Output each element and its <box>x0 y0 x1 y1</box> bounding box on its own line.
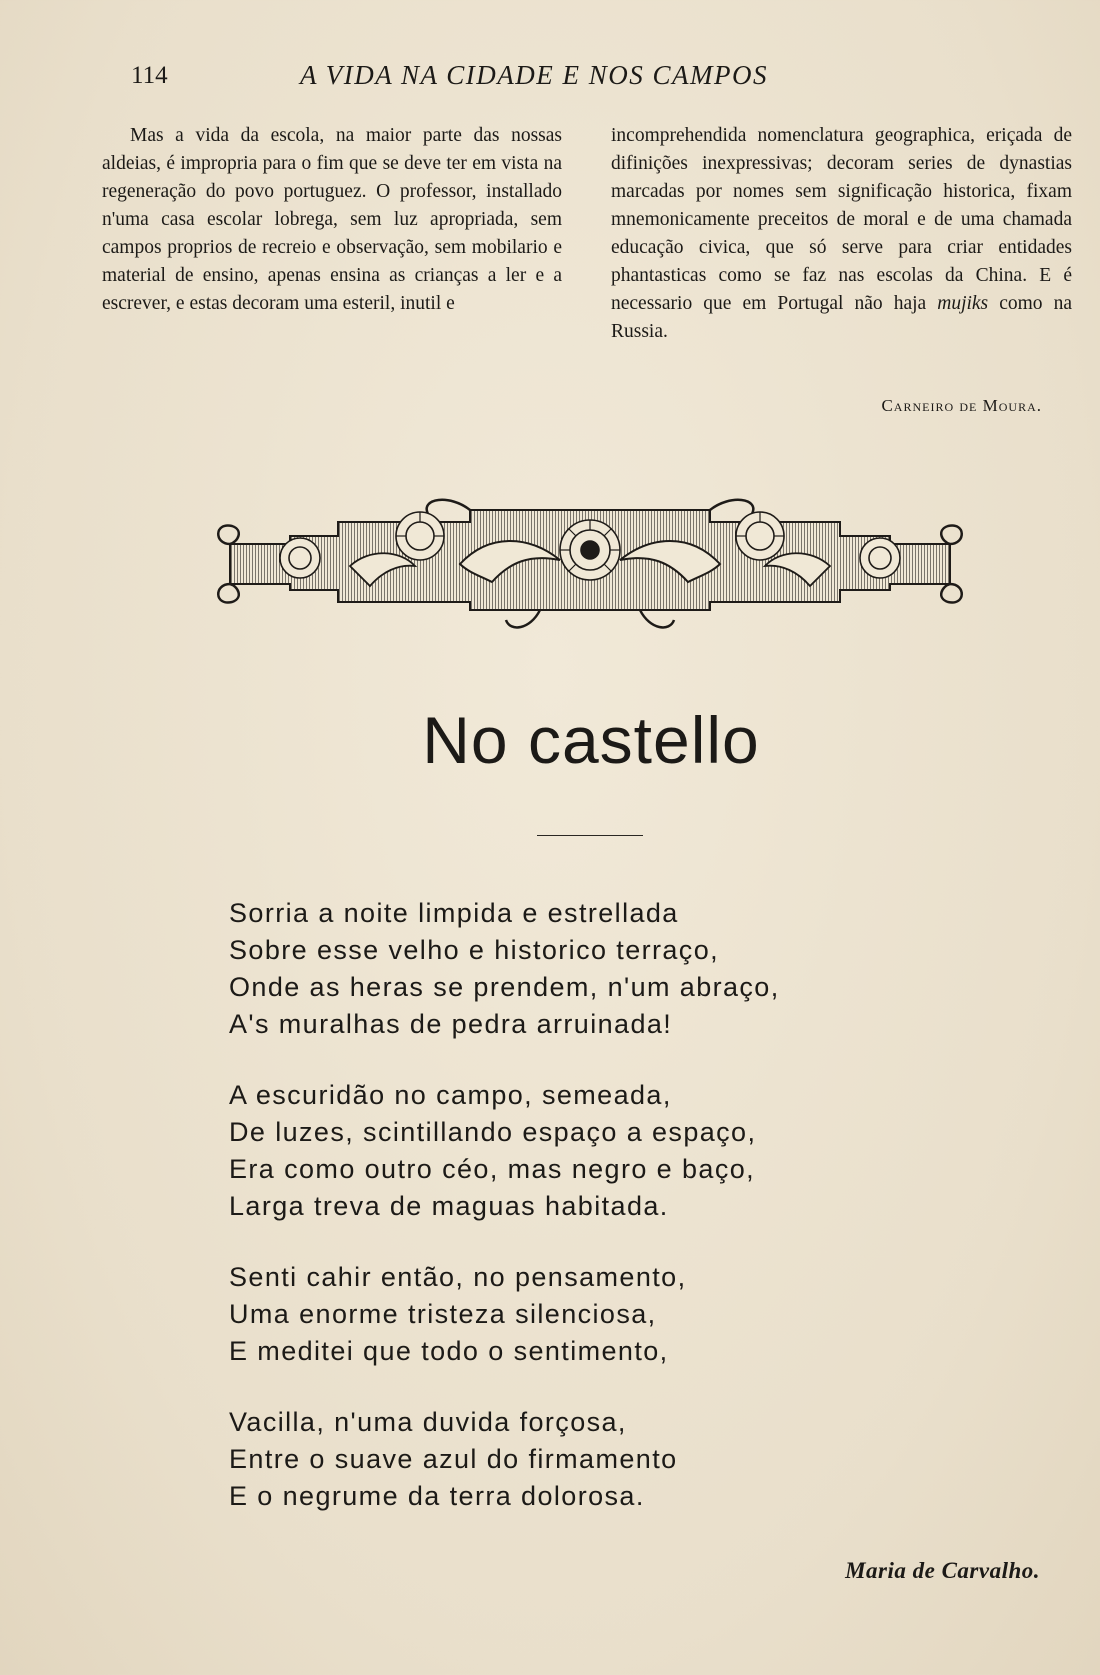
poem-line: Era como outro céo, mas negro e baço, <box>229 1154 756 1184</box>
title-rule-divider <box>537 835 643 836</box>
poem-line: Sorria a noite limpida e estrellada <box>229 898 679 928</box>
poem-author: Maria de Carvalho. <box>845 1558 1040 1583</box>
prose-paragraph-left: Mas a vida da escola, na maior parte das nossas aldeias, é impropria para o fim que se deve ter em vista na regeneração do povo portuguez. O professor, installado n'uma casa escolar lobrega, sem luz apropriada, sem campos proprios de recreio e observação, sem mobilario e material de ensino, apenas ensina as crianças a ler e a escrever, e estas decoram uma esteril, inutil e <box>102 125 562 314</box>
poem-line: A's muralhas de pedra arruinada! <box>229 1009 673 1039</box>
prose-text-after: como na Russia. <box>611 293 1072 342</box>
poem-stanza <box>229 895 1029 1043</box>
floral-vignette-icon <box>210 492 970 637</box>
poem-stanza <box>229 1259 1029 1370</box>
poem-line: Vacilla, n'uma duvida forçosa, <box>229 1407 627 1437</box>
prose-left-column <box>102 122 562 318</box>
running-title: A VIDA NA CIDADE E NOS CAMPOS <box>300 60 768 90</box>
page-number: 114 <box>131 62 168 89</box>
prose-text-before: incomprehendida nomenclatura geographica, eriçada de difinições inexpressivas; decoram series de dynastias marcadas por nomes sem significação historica, fixam mnemonicamente preceitos de moral e de uma chamada educação civica, que só serve para criar entidades phantasticas como se faz nas escolas da China. E é necessario que em Portugal não haja <box>611 125 1072 314</box>
prose-italic-word: mujiks <box>937 293 989 314</box>
poem-line: De luzes, scintillando espaço a espaço, <box>229 1117 757 1147</box>
poem-line: Entre o suave azul do firmamento <box>229 1444 678 1474</box>
poem-body <box>229 895 1029 1549</box>
poem-title: No castello <box>422 703 760 777</box>
poem-line: A escuridão no campo, semeada, <box>229 1080 672 1110</box>
poem-line: Larga treva de maguas habitada. <box>229 1191 669 1221</box>
poem-line: Sobre esse velho e historico terraço, <box>229 935 720 965</box>
prose-right-column <box>611 122 1072 346</box>
poem-line: Onde as heras se prendem, n'um abraço, <box>229 972 780 1002</box>
poem-line: E o negrume da terra dolorosa. <box>229 1481 645 1511</box>
poem-stanza <box>229 1404 1029 1515</box>
prose-author: Carneiro de Moura. <box>881 396 1042 415</box>
poem-line: Senti cahir então, no pensamento, <box>229 1262 687 1292</box>
poem-line: E meditei que todo o sentimento, <box>229 1336 669 1366</box>
prose-paragraph-right <box>611 122 1072 346</box>
poem-stanza <box>229 1077 1029 1225</box>
poem-line: Uma enorme tristeza silenciosa, <box>229 1299 657 1329</box>
